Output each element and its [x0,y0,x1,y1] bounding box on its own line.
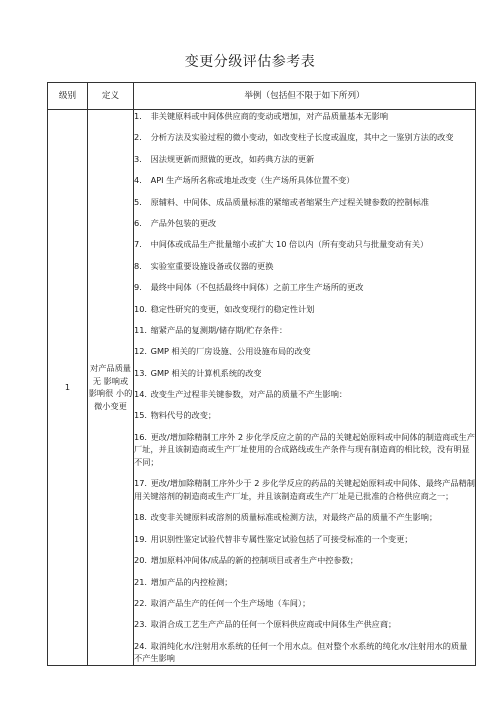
examples-cell [134,110,476,666]
header-definition: 定义 [88,83,134,110]
example-number: 4. [134,175,142,186]
example-number: 23. [134,619,148,630]
example-number: 10. [134,303,148,314]
header-level: 级别 [48,83,88,110]
example-item [134,618,475,631]
example-text: 更改/增加除精制工序外少于 2 步化学反应的药品的关键起始原料或中间体、最终产品精制用关键溶剂的制造商或生产厂址，并且该制造商或生产厂址是已批准的合格供应商之一； [134,478,475,502]
example-number: 14. [134,389,148,400]
example-item [134,196,475,209]
table-header-row [48,83,476,110]
example-number: 20. [134,555,148,566]
page-title: 变更分级评估参考表 [184,54,316,70]
example-item [134,533,475,546]
header-examples: 举例（包括但不限于如下所列） [134,83,476,110]
example-number: 11. [134,324,148,335]
example-number: 21. [134,576,148,587]
example-item [134,153,475,166]
example-text: 改变生产过程非关键参数，对产品的质量不产生影响： [150,389,348,400]
example-item [134,131,475,144]
example-item [134,174,475,187]
example-number: 24. [134,640,148,651]
example-text: 改变非关键原料或溶剂的质量标准或检测方法，对最终产品的质量不产生影响； [150,512,438,523]
example-item [134,110,475,123]
example-text: 产品外包装的更改 [150,217,217,228]
example-text: 用识别性鉴定试验代替非专属性鉴定试验包括了可接受标准的一个变更； [150,533,413,544]
example-text: 原辅料、中间体、成品质量标准的紧缩或者缩紧生产过程关键参数的控制标准 [150,196,429,207]
example-text: 取消产品生产的任何一个生产场地（车间）； [150,597,311,608]
example-text: 缩紧产品的复测期/储存期/贮存条件： [150,324,288,335]
example-number: 6. [134,217,142,228]
example-item [134,345,475,358]
example-number: 15. [134,410,148,421]
example-item [134,477,475,502]
example-number: 5. [134,196,142,207]
example-text: 最终中间体（不包括最终中间体）之前工序生产场所的更改 [150,282,364,293]
example-number: 17. [134,478,148,489]
example-item [134,597,475,610]
example-item [134,281,475,294]
example-text: 增加产品的内控检测； [150,576,233,587]
example-number: 12. [134,346,148,357]
example-item [134,554,475,567]
example-number: 13. [134,367,148,378]
example-number: 1. [134,111,142,121]
example-number: 19. [134,533,148,544]
example-number: 2. [134,132,142,143]
example-text: GMP 相关的计算机系统的改变 [150,367,262,378]
table-row [48,110,476,666]
example-text: 取消纯化水/注射用水系统的任何一个用水点。但对整个水系统的纯化水/注射用水的质量不产生影响 [134,640,468,664]
definition-cell: 对产品质量无 影响或 影响很 小的微小变更 [88,110,134,666]
example-item [134,238,475,251]
example-item [134,260,475,273]
example-item [134,511,475,524]
example-text: 物料代号的改变； [150,410,217,421]
example-number: 8. [134,260,142,271]
example-number: 7. [134,239,142,250]
example-text: 取消合成工艺生产产品的任何一个原料供应商或中间体生产供应商； [150,619,397,630]
example-text: 非关键原料或中间体供应商的变动或增加，对产品质量基本无影响 [150,111,389,121]
example-text: 更改/增加除精制工序外 2 步化学反应之前的产品的关键起始原料或中间体的制造商或生产厂址，并且该制造商或生产厂址使用的合成路线或生产条件与现有制造商的相比较，没有明显不同； [134,431,475,468]
example-text: GMP 相关的厂房设施、公用设施布局的改变 [150,346,311,357]
example-text: 稳定性研究的变更，如改变现行的稳定性计划 [150,303,315,314]
example-item [134,576,475,589]
example-text: 实验室重要设施设备或仪器的更换 [150,260,274,271]
change-assessment-table [47,82,476,666]
example-item [134,388,475,401]
example-item [134,409,475,422]
example-number: 9. [134,282,142,293]
example-item [134,303,475,316]
example-item [134,640,475,665]
level-cell: 1 [48,110,88,666]
example-item [134,367,475,380]
example-number: 18. [134,512,148,523]
example-text: API 生产场所名称或地址改变（生产场所具体位置不变） [150,175,355,186]
example-item [134,431,475,469]
example-number: 22. [134,597,148,608]
example-number: 16. [134,431,148,442]
example-text: 分析方法及实验过程的微小变动，如改变柱子长度或温度，其中之一鉴别方法的改变 [150,132,454,143]
example-text: 中间体或成品生产批量缩小或扩大 10 倍以内（所有变动只与批量变动有关） [150,239,429,250]
example-text: 因法规更新而照做的更改，如药典方法的更新 [150,153,315,164]
example-item [134,217,475,230]
example-number: 3. [134,153,142,164]
example-text: 增加原料冲间体/成品的新的控制项目或者生产中控参数； [150,555,359,566]
example-item [134,324,475,337]
